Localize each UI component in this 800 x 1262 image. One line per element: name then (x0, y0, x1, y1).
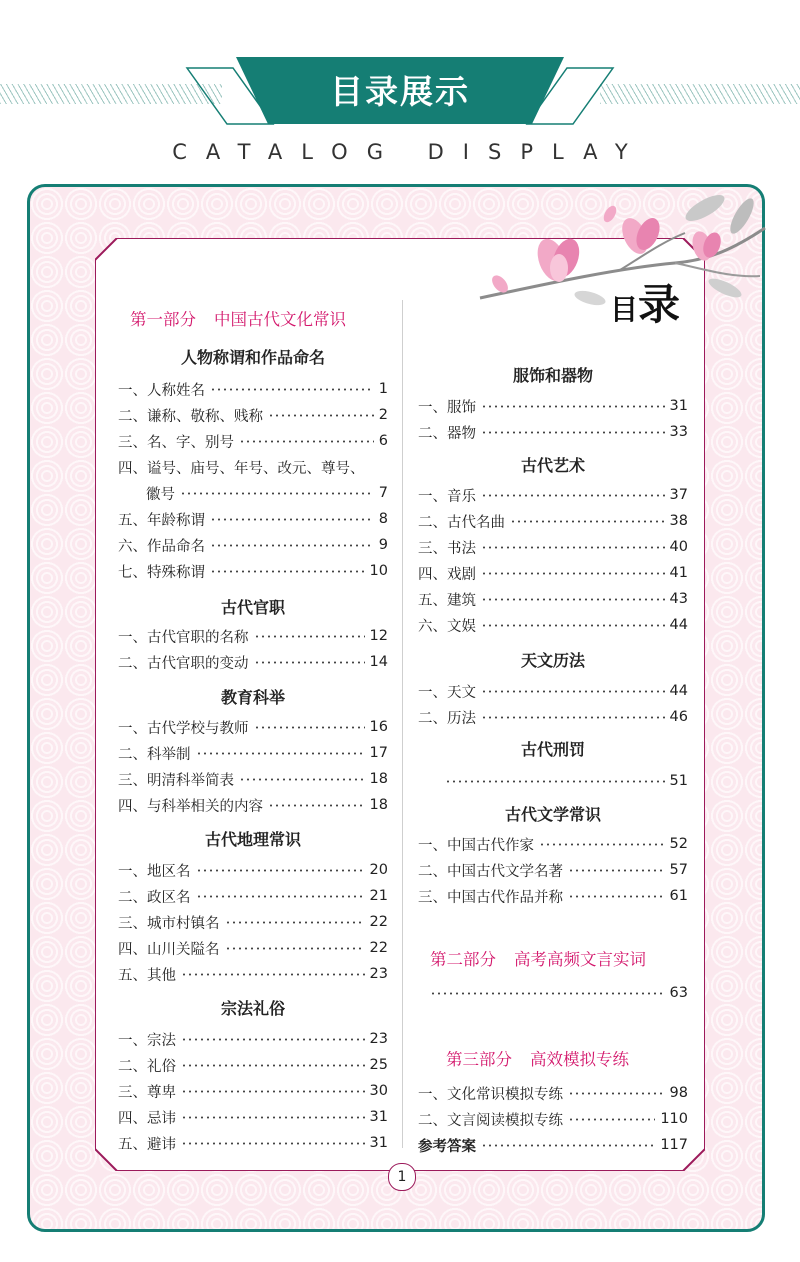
leader-dots (268, 414, 374, 417)
leader-dots (268, 804, 365, 807)
toc-entry[interactable] (146, 482, 388, 504)
leader-dots (445, 780, 665, 783)
section-title: 服饰和器物 (512, 366, 593, 385)
entry-page: 30 (369, 1083, 388, 1099)
section-title: 天文历法 (520, 651, 585, 670)
toc-entry[interactable] (418, 833, 688, 855)
part1-title (130, 306, 364, 330)
toc-entry[interactable] (118, 1132, 388, 1154)
leader-dots (210, 544, 374, 547)
entry-label: 二、礼俗 (118, 1058, 176, 1075)
leader-dots (225, 947, 365, 950)
leader-dots (239, 778, 365, 781)
entry-page: 41 (669, 565, 688, 581)
entry-label: 二、科举制 (118, 746, 191, 763)
leader-dots (181, 1090, 365, 1093)
leader-dots (181, 1038, 365, 1041)
leader-dots (225, 921, 365, 924)
leader-dots (510, 520, 665, 523)
section-title: 古代地理常识 (204, 830, 301, 849)
entry-label: 二、古代名曲 (418, 514, 505, 531)
entry-label: 三、城市村镇名 (118, 915, 220, 932)
entry-page: 8 (378, 511, 388, 527)
part3-name: 高效模拟专练 (530, 1050, 629, 1069)
entry-label: 一、文化常识模拟专练 (418, 1086, 563, 1103)
leader-dots (568, 895, 665, 898)
leader-dots (430, 992, 665, 995)
toc-entry[interactable] (418, 588, 688, 610)
toc-entry[interactable] (418, 614, 688, 636)
toc-entry[interactable] (118, 651, 388, 673)
leader-dots (239, 440, 374, 443)
toc-entry[interactable] (418, 859, 688, 881)
entry-page: 14 (369, 654, 388, 670)
toc-entry[interactable] (418, 510, 688, 532)
entry-label: 二、谦称、敬称、贱称 (118, 408, 263, 425)
entry-page: 9 (378, 537, 388, 553)
toc-entry[interactable] (118, 937, 388, 959)
leader-dots (481, 716, 665, 719)
banner-title: 目录展示 (330, 72, 470, 111)
entry-page: 61 (669, 888, 688, 904)
page-number: 1 (388, 1163, 416, 1191)
leader-dots (568, 869, 665, 872)
toc-entry[interactable] (118, 716, 388, 738)
banner-subtitle: CATALOG DISPLAY (172, 140, 647, 164)
leader-dots (481, 598, 665, 601)
entry-label: 徽号 (146, 486, 175, 503)
entry-label: 一、人称姓名 (118, 382, 205, 399)
toc-entry[interactable] (118, 1080, 388, 1102)
entry-page: 22 (369, 914, 388, 930)
section-title: 人物称谓和作品命名 (180, 348, 325, 367)
entry-page: 46 (669, 709, 688, 725)
leader-dots (481, 572, 665, 575)
entry-label: 三、中国古代作品并称 (418, 889, 563, 906)
leader-dots (180, 492, 374, 495)
entry-label: 三、书法 (418, 540, 476, 557)
entry-page: 98 (669, 1085, 688, 1101)
toc-entry[interactable] (118, 1106, 388, 1128)
toc-entry-wrap-line[interactable] (118, 456, 388, 478)
entry-page: 10 (369, 563, 388, 579)
entry-label: 二、中国古代文学名著 (418, 863, 563, 880)
entry-label: 二、历法 (418, 710, 476, 727)
leader-dots (210, 388, 374, 391)
entry-page: 25 (369, 1057, 388, 1073)
part1-label: 第一部分 (130, 310, 196, 329)
toc-entry[interactable] (118, 794, 388, 816)
part1-name: 中国古代文化常识 (214, 310, 346, 329)
entry-page: 33 (669, 424, 688, 440)
toc-entry[interactable] (118, 430, 388, 452)
entry-page: 31 (369, 1135, 388, 1151)
section-title: 古代文学常识 (504, 805, 601, 824)
entry-label: 六、作品命名 (118, 538, 205, 555)
leader-dots (481, 431, 665, 434)
part3-title (446, 1046, 647, 1070)
toc-entry[interactable] (418, 1082, 688, 1104)
leader-dots (481, 405, 665, 408)
leader-dots (210, 518, 374, 521)
entry-page: 18 (369, 771, 388, 787)
entry-page: 17 (369, 745, 388, 761)
entry-page: 44 (669, 683, 688, 699)
leader-dots (568, 1118, 655, 1121)
toc-entry[interactable] (425, 982, 688, 1004)
toc-entry[interactable] (418, 885, 688, 907)
leader-dots (196, 895, 365, 898)
leader-dots (254, 726, 365, 729)
leader-dots (210, 570, 365, 573)
toc-entry[interactable] (418, 395, 688, 417)
entry-page: 7 (378, 485, 388, 501)
toc-entry[interactable] (118, 560, 388, 582)
toc-entry[interactable] (418, 680, 688, 702)
entry-label: 一、古代学校与教师 (118, 720, 249, 737)
entry-page: 20 (369, 862, 388, 878)
section-title: 宗法礼俗 (220, 999, 285, 1018)
part2-label: 第二部分 (430, 950, 496, 969)
entry-page: 31 (369, 1109, 388, 1125)
toc-entry[interactable] (118, 534, 388, 556)
corner-title-mulu (610, 272, 680, 332)
leader-dots (196, 752, 365, 755)
entry-label: 二、政区名 (118, 889, 191, 906)
toc-entry[interactable] (118, 885, 388, 907)
entry-label: 五、年龄称谓 (118, 512, 205, 529)
entry-page: 22 (369, 940, 388, 956)
entry-label: 六、文娱 (418, 618, 476, 635)
leader-dots (481, 1144, 655, 1147)
toc-entry[interactable] (118, 742, 388, 764)
leader-dots (568, 1092, 665, 1095)
entry-label: 三、尊卑 (118, 1084, 176, 1101)
leader-dots (481, 624, 665, 627)
toc-entry[interactable] (118, 508, 388, 530)
entry-label: 三、明清科举简表 (118, 772, 234, 789)
corner-title-char-2: 录 (638, 280, 681, 329)
toc-entry[interactable] (118, 404, 388, 426)
entry-page: 52 (669, 836, 688, 852)
entry-page: 44 (669, 617, 688, 633)
entry-page: 16 (369, 719, 388, 735)
entry-label: 四、山川关隘名 (118, 941, 220, 958)
entry-page: 43 (669, 591, 688, 607)
entry-page: 57 (669, 862, 688, 878)
toc-entry[interactable] (118, 963, 388, 985)
entry-page: 110 (660, 1111, 688, 1127)
part3-label: 第三部分 (446, 1050, 512, 1069)
toc-entry[interactable] (418, 562, 688, 584)
entry-page: 63 (669, 985, 688, 1001)
entry-page: 23 (369, 966, 388, 982)
section-title: 古代艺术 (520, 456, 585, 475)
entry-label: 七、特殊称谓 (118, 564, 205, 581)
entry-label: 三、名、字、别号 (118, 434, 234, 451)
toc-entry[interactable] (418, 536, 688, 558)
entry-page: 21 (369, 888, 388, 904)
toc-entry[interactable] (418, 1108, 688, 1130)
entry-label: 五、其他 (118, 967, 176, 984)
entry-page: 6 (378, 433, 388, 449)
entry-page: 40 (669, 539, 688, 555)
entry-label: 二、文言阅读模拟专练 (418, 1112, 563, 1129)
leader-dots (181, 1116, 365, 1119)
toc-entry[interactable] (118, 1054, 388, 1076)
part2-title (430, 946, 664, 970)
toc-entry[interactable] (118, 911, 388, 933)
entry-label: 一、宗法 (118, 1032, 176, 1049)
leader-dots (254, 635, 365, 638)
leader-dots (481, 494, 665, 497)
section-title: 古代刑罚 (520, 740, 585, 759)
entry-label: 一、天文 (418, 684, 476, 701)
entry-label: 一、中国古代作家 (418, 837, 534, 854)
entry-label: 四、忌讳 (118, 1110, 176, 1127)
entry-label: 四、谥号、庙号、年号、改元、尊号、 (118, 460, 365, 477)
entry-page: 18 (369, 797, 388, 813)
section-title: 教育科举 (220, 688, 285, 707)
entry-page: 38 (669, 513, 688, 529)
entry-page: 12 (369, 628, 388, 644)
entry-label: 一、音乐 (418, 488, 476, 505)
leader-dots (539, 843, 665, 846)
toc-entry[interactable] (418, 421, 688, 443)
entry-page: 1 (378, 381, 388, 397)
entry-label: 参考答案 (418, 1138, 476, 1155)
toc-entry[interactable] (118, 1028, 388, 1050)
entry-label: 四、与科举相关的内容 (118, 798, 263, 815)
section-title: 古代官职 (220, 598, 285, 617)
toc-entry[interactable] (118, 378, 388, 400)
toc-entry-answers[interactable] (418, 1134, 688, 1156)
entry-page: 51 (669, 773, 688, 789)
column-divider (402, 300, 403, 1148)
toc-entry[interactable] (418, 706, 688, 728)
entry-label: 五、避讳 (118, 1136, 176, 1153)
leader-dots (181, 1142, 365, 1145)
part2-name: 高考高频文言实词 (514, 950, 646, 969)
entry-page: 2 (378, 407, 388, 423)
toc-entry[interactable] (118, 768, 388, 790)
entry-label: 一、古代官职的名称 (118, 629, 249, 646)
entry-page: 31 (669, 398, 688, 414)
corner-title-char-1: 目 (610, 293, 639, 326)
leader-dots (181, 973, 365, 976)
leader-dots (481, 546, 665, 549)
entry-label: 二、器物 (418, 425, 476, 442)
leader-dots (481, 690, 665, 693)
toc-entry[interactable] (118, 859, 388, 881)
entry-page: 117 (660, 1137, 688, 1153)
entry-page: 37 (669, 487, 688, 503)
entry-label: 一、地区名 (118, 863, 191, 880)
entry-page: 23 (369, 1031, 388, 1047)
leader-dots (181, 1064, 365, 1067)
entry-label: 四、戏剧 (418, 566, 476, 583)
entry-label: 五、建筑 (418, 592, 476, 609)
leader-dots (254, 661, 365, 664)
leader-dots (196, 869, 365, 872)
toc-entry[interactable] (440, 770, 688, 792)
entry-label: 一、服饰 (418, 399, 476, 416)
toc-entry[interactable] (418, 484, 688, 506)
toc-entry[interactable] (118, 625, 388, 647)
entry-label: 二、古代官职的变动 (118, 655, 249, 672)
